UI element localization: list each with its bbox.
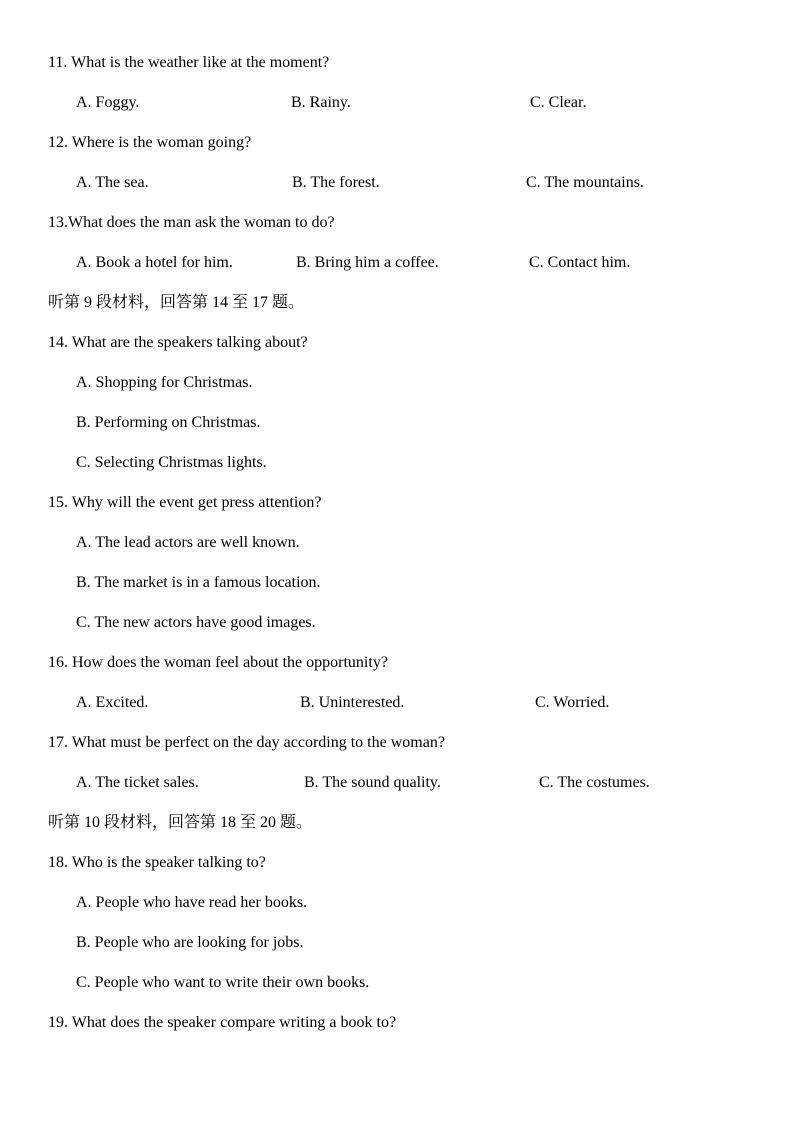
question-number: 14. [48,334,68,351]
option-17-c: C. The costumes. [539,774,650,791]
question-16 [48,653,388,673]
option-11-b: B. Rainy. [291,94,351,111]
option-14-a: A. Shopping for Christmas. [76,374,253,391]
option-12-c: C. The mountains. [526,174,644,191]
question-text: Where is the woman going? [71,134,252,151]
question-text: Who is the speaker talking to? [71,854,266,871]
question-number: 13. [48,214,68,231]
question-11 [48,53,329,73]
question-text: What is the weather like at the moment? [71,54,330,71]
question-13 [48,213,335,233]
question-number: 16. [48,654,68,671]
question-text: What does the speaker compare writing a book to? [71,1014,397,1031]
question-number: 19. [48,1014,68,1031]
option-18-a: A. People who have read her books. [76,894,308,911]
question-number: 12. [48,134,68,151]
option-14-c: C. Selecting Christmas lights. [76,454,267,471]
option-17-a: A. The ticket sales. [76,774,199,791]
option-16-b: B. Uninterested. [300,694,405,711]
option-16-c: C. Worried. [535,694,610,711]
option-18-c: C. People who want to write their own books. [76,974,370,991]
option-17-b: B. The sound quality. [304,774,441,791]
question-text: What must be perfect on the day according to the woman? [71,734,445,751]
question-text: How does the woman feel about the opportunity? [72,654,388,671]
question-15 [48,493,321,513]
question-text: What does the man ask the woman to do? [68,214,335,231]
option-15-a: A. The lead actors are well known. [76,534,300,551]
option-18-b: B. People who are looking for jobs. [76,934,304,951]
question-number: 18. [48,854,68,871]
question-text: What are the speakers talking about? [71,334,308,351]
option-13-a: A. Book a hotel for him. [76,254,233,271]
option-12-b: B. The forest. [292,174,380,191]
option-16-a: A. Excited. [76,694,149,711]
option-12-a: A. The sea. [76,174,149,191]
question-12 [48,133,251,153]
question-18 [48,853,266,873]
question-14 [48,333,308,353]
option-11-a: A. Foggy. [76,94,140,111]
question-number: 15. [48,494,68,511]
option-11-c: C. Clear. [530,94,587,111]
question-17 [48,733,445,753]
section-heading-9: 听第 9 段材料，回答第 14 至 17 题。 [48,294,305,311]
question-number: 17. [48,734,68,751]
option-13-b: B. Bring him a coffee. [296,254,439,271]
question-19 [48,1013,396,1033]
option-13-c: C. Contact him. [529,254,631,271]
option-15-b: B. The market is in a famous location. [76,574,321,591]
option-15-c: C. The new actors have good images. [76,614,316,631]
option-14-b: B. Performing on Christmas. [76,414,261,431]
question-text: Why will the event get press attention? [71,494,322,511]
section-heading-10: 听第 10 段材料，回答第 18 至 20 题。 [48,814,313,831]
question-number: 11. [48,54,68,71]
